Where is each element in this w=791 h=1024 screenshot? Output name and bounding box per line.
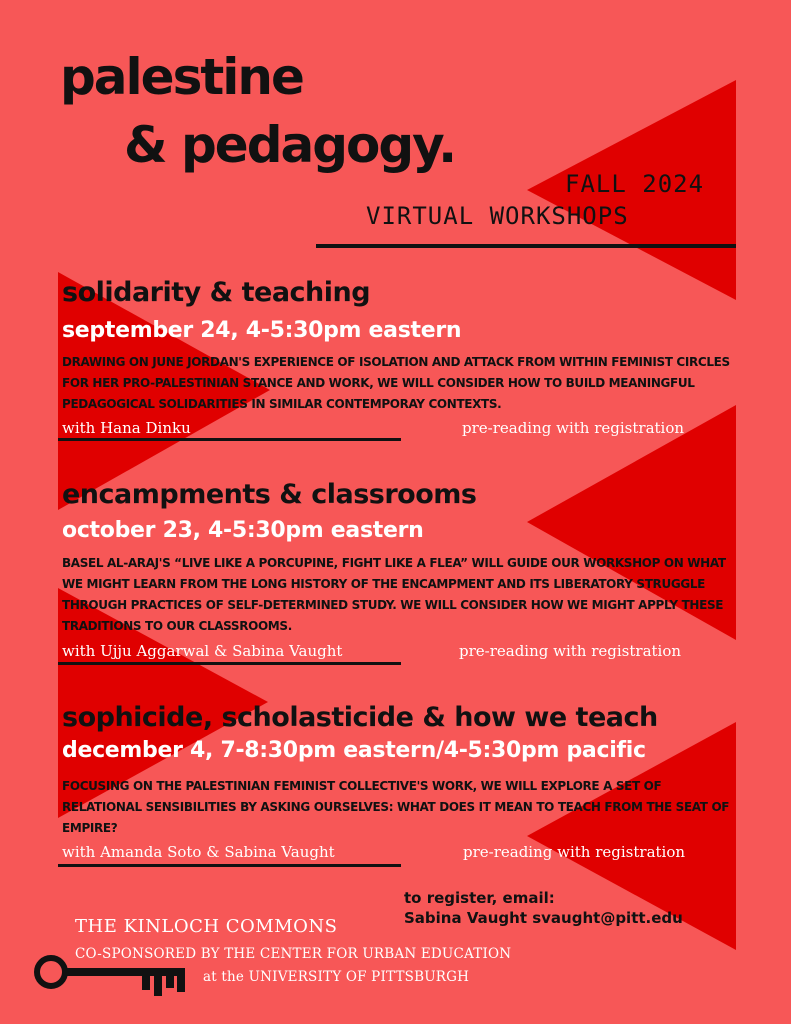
workshop-2-prereading: pre-reading with registration [459, 642, 682, 660]
workshop-3-prereading: pre-reading with registration [463, 843, 686, 861]
workshop-2-description: BASEL AL-ARAJ'S “LIVE LIKE A PORCUPINE, FIGHT LIKE A FLEA” WILL GUIDE OUR WORKSHOP ON WHAT WE MIGHT LEARN FROM THE LONG HISTORY OF THE ENCAMPMENT AND ITS LIBERATORY STRUGGLE THROUGH PRACTICES OF SELF-DETERMINED STUDY. WE WILL CONSIDER HOW WE MIGHT APPLY THESE TRADITIONS TO OUR CLASSROOMS. [62, 556, 726, 633]
subtitle: VIRTUAL WORKSHOPS [366, 202, 629, 230]
workshop-3-heading: sophicide, scholasticide & how we teach [62, 702, 658, 733]
org-name: THE KINLOCH COMMONS [75, 916, 338, 937]
key-icon [34, 950, 194, 1002]
register-contact: Sabina Vaught svaught@pitt.edu [404, 909, 683, 927]
workshop-2-facilitators: with Ujju Aggarwal & Sabina Vaught [62, 642, 343, 660]
workshop-1-description: DRAWING ON JUNE JORDAN'S EXPERIENCE OF ISOLATION AND ATTACK FROM WITHIN FEMINIST CIRCLES FOR HER PRO-PALESTINIAN STANCE AND WORK, WE WILL CONSIDER HOW TO BUILD MEANINGFUL PEDAGOGICAL SOLIDARITIES IN SIMILAR CONTEMPORAY CONTEXTS. [62, 355, 730, 411]
workshop-2-divider [58, 662, 401, 665]
workshop-2-date: october 23, 4-5:30pm eastern [62, 518, 424, 543]
sponsor-line-2: at the UNIVERSITY OF PITTSBURGH [203, 969, 470, 985]
title-line-2: & pedagogy. [124, 116, 456, 174]
workshop-1-prereading: pre-reading with registration [462, 419, 685, 437]
workshop-3-facilitators: with Amanda Soto & Sabina Vaught [62, 843, 335, 861]
workshop-3-description: FOCUSING ON THE PALESTINIAN FEMINIST COLLECTIVE'S WORK, WE WILL EXPLORE A SET OF RELATIONAL SENSIBILITIES BY ASKING OURSELVES: WHAT DOES IT MEAN TO TEACH FROM THE SEAT OF EMPIRE? [62, 779, 730, 835]
season-label: FALL 2024 [565, 170, 705, 198]
workshop-1-divider [58, 438, 401, 441]
title-line-1: palestine [60, 48, 303, 106]
workshop-3-date: december 4, 7-8:30pm eastern/4-5:30pm pacific [62, 738, 646, 763]
register-label: to register, email: [404, 889, 555, 907]
workshop-1-facilitators: with Hana Dinku [62, 419, 191, 437]
workshop-1-heading: solidarity & teaching [62, 277, 371, 308]
workshop-3-divider [58, 864, 401, 867]
sponsor-line-1: CO-SPONSORED BY THE CENTER FOR URBAN EDUCATION [75, 946, 512, 962]
workshop-2-heading: encampments & classrooms [62, 479, 477, 510]
header-divider [316, 244, 736, 248]
workshop-1-date: september 24, 4-5:30pm eastern [62, 318, 462, 343]
